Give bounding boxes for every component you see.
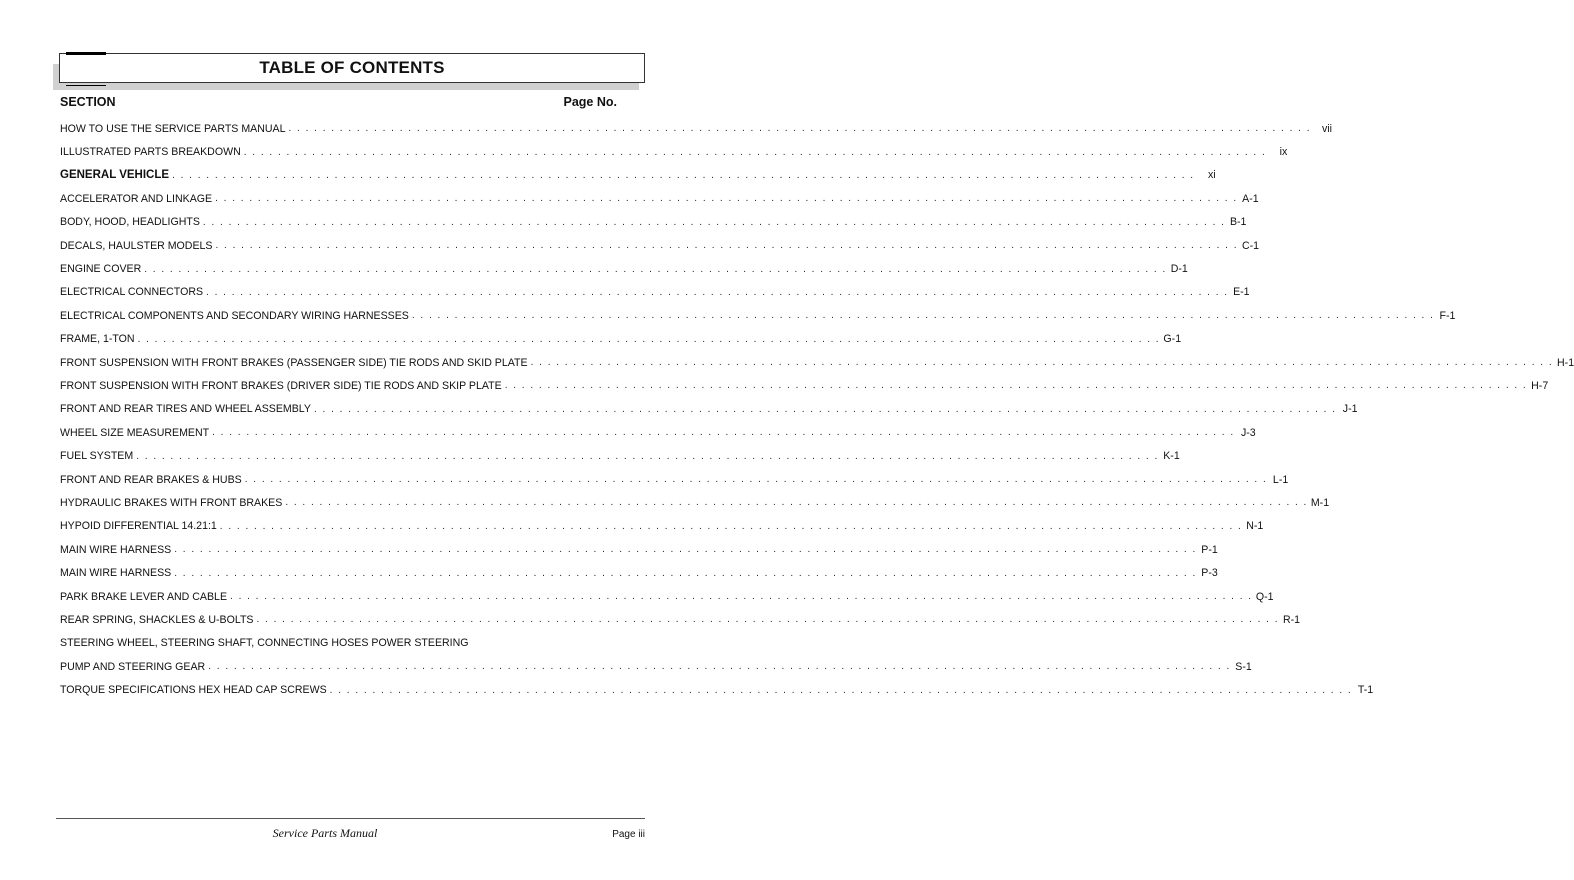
column-headers xyxy=(60,95,617,109)
toc-entry-label: ENGINE COVER xyxy=(60,263,142,276)
dot-leader: . . . . . . . . . . . . . . . . . . . . . . . . . . . . . . . . . . . . . . . . . . . . . . . . . . . . . . . . . . . . . . . . . . . . . . . . . . . . . . . . . . . . . . . . . . . . . . . . . . . . . . . . . . . . . . . . . . . . . . . . xyxy=(208,661,1231,673)
dot-leader: . . . . . . . . . . . . . . . . . . . . . . . . . . . . . . . . . . . . . . . . . . . . . . . . . . . . . . . . . . . . . . . . . . . . . . . . . . . . . . . . . . . . . . . . . . . . . . . . . . . . . . . . . . . . . . . . . . . . . . . . xyxy=(504,380,1528,392)
toc-list xyxy=(60,117,1574,702)
toc-entry[interactable] xyxy=(60,585,1274,608)
toc-entry-label: GENERAL VEHICLE xyxy=(60,169,170,182)
toc-entry-page: B-1 xyxy=(1229,216,1247,229)
dot-leader: . . . . . . . . . . . . . . . . . . . . . . . . . . . . . . . . . . . . . . . . . . . . . . . . . . . . . . . . . . . . . . . . . . . . . . . . . . . . . . . . . . . . . . . . . . . . . . . . . . . . . . . . . . . . . . . . . . . . . . . . xyxy=(288,123,1311,135)
footer-page-number: Page iii xyxy=(612,829,645,840)
toc-entry-label: FUEL SYSTEM xyxy=(60,450,134,463)
toc-entry-page: H-7 xyxy=(1531,379,1549,392)
footer-manual-title: Service Parts Manual xyxy=(272,826,378,840)
toc-entry[interactable] xyxy=(60,678,1374,701)
title-box xyxy=(59,53,645,83)
toc-entry-page: T-1 xyxy=(1357,684,1374,697)
dot-leader: . . . . . . . . . . . . . . . . . . . . . . . . . . . . . . . . . . . . . . . . . . . . . . . . . . . . . . . . . . . . . . . . . . . . . . . . . . . . . . . . . . . . . . . . . . . . . . . . . . . . . . . . . . . . . . . . . . . . . . . . xyxy=(136,450,1159,462)
page-number-header: Page No. xyxy=(563,95,617,109)
dot-leader: . . . . . . . . . . . . . . . . . . . . . . . . . . . . . . . . . . . . . . . . . . . . . . . . . . . . . . . . . . . . . . . . . . . . . . . . . . . . . . . . . . . . . . . . . . . . . . . . . . . . . . . . . . . . . . . . . . . . . . . . xyxy=(144,263,1167,275)
dot-leader: . . . . . . . . . . . . . . . . . . . . . . . . . . . . . . . . . . . . . . . . . . . . . . . . . . . . . . . . . . . . . . . . . . . . . . . . . . . . . . . . . . . . . . . . . . . . . . . . . . . . . . . . . . . . . . . . . . . . . . . . xyxy=(137,333,1161,345)
dot-leader: . . . . . . . . . . . . . . . . . . . . . . . . . . . . . . . . . . . . . . . . . . . . . . . . . . . . . . . . . . . . . . . . . . . . . . . . . . . . . . . . . . . . . . . . . . . . . . . . . . . . . . . . . . . . . . . . . . . . . . . . xyxy=(256,614,1280,626)
toc-entry[interactable] xyxy=(60,421,1256,444)
toc-entry-label: DECALS, HAULSTER MODELS xyxy=(60,239,213,252)
toc-entry-page: D-1 xyxy=(1170,263,1188,276)
toc-entry[interactable] xyxy=(60,187,1259,210)
toc-entry-page: xi xyxy=(1207,169,1216,182)
toc-entry[interactable] xyxy=(60,632,598,655)
toc-entry-page: G-1 xyxy=(1163,333,1182,346)
toc-entry-label: FRONT AND REAR TIRES AND WHEEL ASSEMBLY xyxy=(60,403,311,416)
dot-leader: . . . . . . . . . . . . . . . . . . . . . . . . . . . . . . . . . . . . . . . . . . . . . . . . . . . . . . . . . . . . . . . . . . . . . . . . . . . . . . . . . . . . . . . . . . . . . . . . . . . . . . . . . . . . . . . . . . . . . . . . xyxy=(243,146,1267,158)
toc-entry-label: MAIN WIRE HARNESS xyxy=(60,567,172,580)
dot-leader: . . . . . . . . . . . . . . . . . . . . . . . . . . . . . . . . . . . . . . . . . . . . . . . . . . . . . . . . . . . . . . . . . . . . . . . . . . . . . . . . . . . . . . . . . . . . . . . . . . . . . . . . . . . . . . . . . . . . . . . . xyxy=(202,216,1226,228)
dot-leader: . . . . . . . . . . . . . . . . . . . . . . . . . . . . . . . . . . . . . . . . . . . . . . . . . . . . . . . . . . . . . . . . . . . . . . . . . . . . . . . . . . . . . . . . . . . . . . . . . . . . . . . . . . . . . . . . . . . . . . . . xyxy=(206,286,1229,298)
toc-entry-page: R-1 xyxy=(1282,613,1301,626)
toc-entry-page: N-1 xyxy=(1246,520,1264,533)
toc-entry[interactable] xyxy=(60,374,1549,397)
dot-leader: . . . . . . . . . . . . . . . . . . . . . . . . . . . . . . . . . . . . . . . . . . . . . . . . . . . . . . . . . . . . . . . . . . . . . . . . . . . . . . . . . . . . . . . . . . . . . . . . . . . . . . . . . . . . . . . . . . . . . . . . xyxy=(530,357,1554,369)
toc-entry-label: ILLUSTRATED PARTS BREAKDOWN xyxy=(60,146,241,159)
footer-divider xyxy=(56,818,645,819)
dot-leader: . . . . . . . . . . . . . . . . . . . . . . . . . . . . . . . . . . . . . . . . . . . . . . . . . . . . . . . . . . . . . . . . . . . . . . . . . . . . . . . . . . . . . . . . . . . . . . . . . . . . . . . . . . . . . . . . . . . . . . . . xyxy=(215,240,1239,252)
toc-entry-label: REAR SPRING, SHACKLES & U-BOLTS xyxy=(60,613,254,626)
toc-entry[interactable] xyxy=(60,444,1180,467)
toc-entry-label: MAIN WIRE HARNESS xyxy=(60,543,172,556)
toc-entry-page: P-1 xyxy=(1201,543,1218,556)
toc-entry-page: K-1 xyxy=(1163,450,1180,463)
dot-leader: . . . . . . . . . . . . . . . . . . . . . . . . . . . . . . . . . . . . . . . . . . . . . . . . . . . . . . . . . . . . . . . . . . . . . . . . . . . . . . . . . . . . . . . . . . . . . . . . . . . . . . . . . . . . . . . . . . . . . . . . xyxy=(411,310,1435,322)
toc-entry-label: HYPOID DIFFERENTIAL 14.21:1 xyxy=(60,520,217,533)
dot-leader: . . . . . . . . . . . . . . . . . . . . . . . . . . . . . . . . . . . . . . . . . . . . . . . . . . . . . . . . . . . . . . . . . . . . . . . . . . . . . . . . . . . . . . . . . . . . . . . . . . . . . . . . . . . . . . . . . . . . . . . . xyxy=(212,427,1235,439)
toc-entry[interactable] xyxy=(60,117,1332,140)
toc-entry-label: PUMP AND STEERING GEAR xyxy=(60,660,206,673)
toc-entry[interactable] xyxy=(60,491,1330,514)
dot-leader: . . . . . . . . . . . . . . . . . . . . . . . . . . . . . . . . . . . . . . . . . . . . . . . . . . . . . . . . . . . . . . . . . . . . . . . . . . . . . . . . . . . . . . . . . . . . . . . . . . . . . . . . . . . . . . . . . . . . . . . . xyxy=(244,474,1268,486)
toc-entry-label: HYDRAULIC BRAKES WITH FRONT BRAKES xyxy=(60,496,283,509)
dot-leader: . . . . . . . . . . . . . . . . . . . . . . . . . . . . . . . . . . . . . . . . . . . . . . . . . . . . . . . . . . . . . . . . . . . . . . . . . . . . . . . . . . . . . . . . . . . . . . . . . . . . . . . . . . . . . . . . . . . . . . . . xyxy=(285,497,1308,509)
toc-entry-label: WHEEL SIZE MEASUREMENT xyxy=(60,426,210,439)
dot-leader: . . . . . . . . . . . . . . . . . . . . . . . . . . . . . . . . . . . . . . . . . . . . . . . . . . . . . . . . . . . . . . . . . . . . . . . . . . . . . . . . . . . . . . . . . . . . . . . . . . . . . . . . . . . . . . . . . . . . . . . . xyxy=(230,591,1253,602)
toc-entry-page: C-1 xyxy=(1241,239,1260,252)
toc-entry-page: J-1 xyxy=(1342,403,1358,416)
toc-entry[interactable] xyxy=(60,468,1289,491)
toc-entry-label: TORQUE SPECIFICATIONS HEX HEAD CAP SCREWS xyxy=(60,684,327,697)
toc-entry-label: ELECTRICAL COMPONENTS AND SECONDARY WIRING HARNESSES xyxy=(60,309,409,322)
toc-entry-label: PARK BRAKE LEVER AND CABLE xyxy=(60,590,228,603)
dot-leader: . . . . . . . . . . . . . . . . . . . . . . . . . . . . . . . . . . . . . . . . . . . . . . . . . . . . . . . . . . . . . . . . . . . . . . . . . . . . . . . . . . . . . . . . . . . . . . . . . . . . . . . . . . . . . . . . . . . . . . . . xyxy=(174,544,1197,556)
toc-entry[interactable] xyxy=(60,257,1188,280)
toc-entry-label: HOW TO USE THE SERVICE PARTS MANUAL xyxy=(60,122,286,135)
toc-entry-label: FRAME, 1-TON xyxy=(60,333,135,346)
toc-entry[interactable] xyxy=(60,538,1218,561)
toc-entry-page: H-1 xyxy=(1557,356,1574,369)
dot-leader: . . . . . . . . . . . . . . . . . . . . . . . . . . . . . . . . . . . . . . . . . . . . . . . . . . . . . . . . . . . . . . . . . . . . . . . . . . . . . . . . . . . . . . . . . . . . . . . . . . . . . . . . . . . . . . . . . . . . . . . . xyxy=(329,684,1353,696)
toc-entry-page: A-1 xyxy=(1242,192,1259,205)
toc-entry[interactable] xyxy=(60,164,1216,187)
toc-entry-page: ix xyxy=(1279,146,1288,159)
dot-leader: . . . . . . . . . . . . . . . . . . . . . . . . . . . . . . . . . . . . . . . . . . . . . . . . . . . . . . . . . . . . . . . . . . . . . . . . . . . . . . . . . . . . . . . . . . . . . . . . . . . . . . . . . . . . . . . . . . . . . . . . xyxy=(174,567,1197,579)
toc-entry-page: J-3 xyxy=(1240,426,1256,439)
toc-entry[interactable] xyxy=(60,140,1288,163)
toc-entry[interactable] xyxy=(60,328,1182,351)
toc-entry[interactable] xyxy=(60,281,1250,304)
toc-entry[interactable] xyxy=(60,515,1264,538)
toc-entry-label: STEERING WHEEL, STEERING SHAFT, CONNECTING HOSES POWER STEERING xyxy=(60,637,469,650)
toc-entry-label: ELECTRICAL CONNECTORS xyxy=(60,286,204,299)
toc-entry-page: F-1 xyxy=(1439,309,1456,322)
toc-entry[interactable] xyxy=(60,351,1574,374)
toc-entry-page: P-3 xyxy=(1201,567,1218,580)
toc-entry[interactable] xyxy=(60,304,1456,327)
section-header: SECTION xyxy=(60,95,116,109)
dot-leader: . . . . . . . . . . . . . . . . . . . . . . . . . . . . . . . . . . . . . . . . . . . . . . . . . . . . . . . . . . . . . . . . . . . . . . . . . . . . . . . . . . . . . . . . . . . . . . . . . . . . . . . . . . . . . . . . . . . . . . . . xyxy=(172,169,1195,181)
title-decoration xyxy=(66,52,106,86)
toc-entry[interactable] xyxy=(60,561,1218,584)
toc-entry-label: BODY, HOOD, HEADLIGHTS xyxy=(60,216,200,229)
toc-entry-page: Q-1 xyxy=(1255,590,1274,603)
toc-entry-page: M-1 xyxy=(1310,496,1330,509)
toc-entry-label: FRONT SUSPENSION WITH FRONT BRAKES (DRIVER SIDE) TIE RODS AND SKIP PLATE xyxy=(60,379,502,392)
toc-entry-label: FRONT SUSPENSION WITH FRONT BRAKES (PASSENGER SIDE) TIE RODS AND SKID PLATE xyxy=(60,356,528,369)
toc-entry-label: FRONT AND REAR BRAKES & HUBS xyxy=(60,473,242,486)
toc-entry[interactable] xyxy=(60,655,1252,678)
toc-entry[interactable] xyxy=(60,211,1247,234)
toc-entry[interactable] xyxy=(60,398,1358,421)
page-title: TABLE OF CONTENTS xyxy=(259,58,445,77)
dot-leader: . . . . . . . . . . . . . . . . . . . . . . . . . . . . . . . . . . . . . . . . . . . . . . . . . . . . . . . . . . . . . . . . . . . . . . . . . . . . . . . . . . . . . . . . . . . . . . . . . . . . . . . . . . . . . . . . . . . . . . . . xyxy=(313,403,1337,415)
toc-entry-page: vii xyxy=(1321,122,1332,135)
dot-leader: . . . . . . . . . . . . . . . . . . . . . . . . . . . . . . . . . . . . . . . . . . . . . . . . . . . . . . . . . . . . . . . . . . . . . . . . . . . . . . . . . . . . . . . . . . . . . . . . . . . . . . . . . . . . . . . . . . . . . . . . xyxy=(215,193,1238,205)
toc-entry[interactable] xyxy=(60,234,1260,257)
toc-entry[interactable] xyxy=(60,608,1301,631)
toc-entry-page: L-1 xyxy=(1272,473,1289,486)
toc-entry-label: ACCELERATOR AND LINKAGE xyxy=(60,192,213,205)
toc-entry-page: S-1 xyxy=(1235,660,1252,673)
toc-entry-page: E-1 xyxy=(1233,286,1250,299)
dot-leader: . . . . . . . . . . . . . . . . . . . . . . . . . . . . . . . . . . . . . . . . . . . . . . . . . . . . . . . . . . . . . . . . . . . . . . . . . . . . . . . . . . . . . . . . . . . . . . . . . . . . . . . . . . . . . . . . . . . . . . . . xyxy=(219,520,1243,532)
